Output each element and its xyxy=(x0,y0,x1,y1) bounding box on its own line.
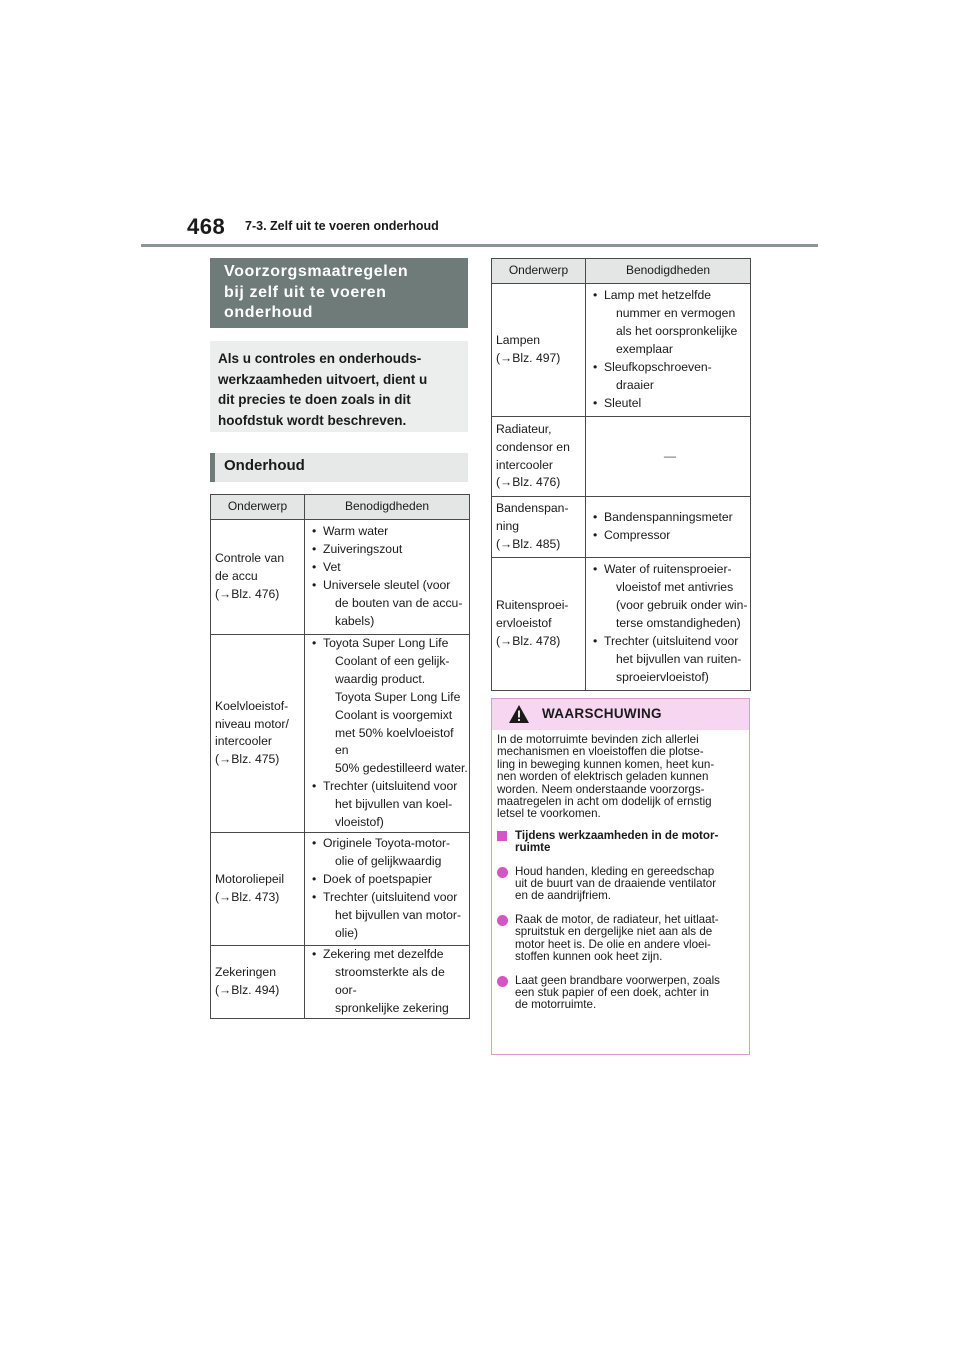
item-line: het bijvullen van ruiten- xyxy=(616,651,742,666)
item-line: waardig product. xyxy=(335,671,426,686)
item-line: draaier xyxy=(616,377,654,392)
item-line: sproeiervloeistof) xyxy=(616,669,709,684)
intro-box xyxy=(210,341,468,432)
subject-line: Motoroliepeil xyxy=(215,872,285,887)
list-item xyxy=(592,561,750,633)
table-row xyxy=(211,945,470,1018)
subject-line: ning xyxy=(496,519,520,534)
warning-item-line: en de aandrijfriem. xyxy=(515,889,612,903)
item-line: Coolant of een gelijk- xyxy=(335,653,450,668)
column-header-subject: Onderwerp xyxy=(492,259,586,284)
supplies-cell xyxy=(586,497,751,558)
warning-list-item xyxy=(497,975,743,1012)
item-line: • Sleutel xyxy=(604,395,642,410)
intro-line: hoofdstuk wordt beschreven. xyxy=(218,412,407,428)
circle-bullet-icon xyxy=(497,915,508,926)
item-line: • Trechter (uitsluitend voor xyxy=(604,633,739,648)
maintenance-table-right xyxy=(491,258,751,691)
subject-line: (→Blz. 494) xyxy=(215,982,280,997)
intro-line: dit precies te doen zoals in dit xyxy=(218,392,411,407)
warning-text-line: mechanismen en vloeistoffen die plotse- xyxy=(497,745,704,759)
item-line: het bijvullen van motor- xyxy=(335,907,461,922)
item-line: • Doek of poetspapier xyxy=(323,872,433,887)
warning-text-line: worden. Neem onderstaande voorzorgs- xyxy=(497,782,705,796)
column-header-subject: Onderwerp xyxy=(211,495,305,520)
subject-cell xyxy=(211,832,305,945)
table-row xyxy=(492,558,751,691)
subject-line: Controle van xyxy=(215,551,285,566)
table-row xyxy=(492,284,751,417)
subject-line: Ruitensproei- xyxy=(496,598,569,613)
item-line: 50% gedestilleerd water. xyxy=(335,761,468,776)
chapter-title-line: Voorzorgsmaatregelen xyxy=(224,263,409,280)
list-item xyxy=(311,635,469,778)
item-line: • Originele Toyota-motor- xyxy=(323,836,451,851)
table-row xyxy=(492,417,751,497)
chapter-title-line: onderhoud xyxy=(224,304,313,321)
item-line: nummer en vermogen xyxy=(616,306,736,321)
item-line: terse omstandigheden) xyxy=(616,616,741,631)
subject-line: Lampen xyxy=(496,333,541,348)
list-item xyxy=(311,577,469,631)
intro-line: Als u controles en onderhouds- xyxy=(218,351,422,366)
warning-text-line: nen worden of elektrisch geladen kunnen xyxy=(497,770,709,784)
warning-item-line: Raak de motor, de radiateur, het uitlaat- xyxy=(515,912,719,926)
subject-line: Bandenspan- xyxy=(496,501,569,516)
supplies-cell xyxy=(305,635,470,833)
subject-line: intercooler xyxy=(496,457,553,472)
header-divider xyxy=(141,244,818,247)
warning-item-line: Laat geen brandbare voorwerpen, zoals xyxy=(515,973,720,987)
warning-item-line: spruitstuk en dergelijke niet aan als de xyxy=(515,925,713,939)
supplies-cell xyxy=(305,520,470,635)
item-line: • Toyota Super Long Life xyxy=(323,636,449,650)
item-line: • Water of ruitensproeier- xyxy=(604,562,732,577)
circle-bullet-icon xyxy=(497,976,508,987)
warning-text-line: maatregelen in acht om dodelijk of ernstig xyxy=(497,795,712,809)
circle-bullet-icon xyxy=(497,867,508,878)
list-item xyxy=(311,559,469,577)
list-item xyxy=(311,835,469,871)
item-line: • Compressor xyxy=(604,528,671,542)
warning-text-line: In de motorruimte bevinden zich allerlei xyxy=(497,733,699,746)
item-line: vloeistof met antivries xyxy=(616,580,734,595)
list-item xyxy=(592,287,750,359)
warning-text-line: ling in beweging kunnen komen, heet kun- xyxy=(497,757,715,771)
list-item xyxy=(592,509,750,527)
supplies-cell xyxy=(305,832,470,945)
subject-line: de accu xyxy=(215,569,258,584)
warning-subheading xyxy=(497,830,743,855)
table-row xyxy=(211,832,470,945)
list-item xyxy=(592,395,750,413)
item-line: kabels) xyxy=(335,613,375,628)
supplies-cell xyxy=(586,284,751,417)
warning-item-line: motor heet is. De olie en andere vloei- xyxy=(515,937,711,951)
warning-item-line: Houd handen, kleding en gereedschap xyxy=(515,864,715,878)
item-line: stroomsterkte als de oor- xyxy=(335,964,445,997)
warning-subheading-line: ruimte xyxy=(515,841,551,855)
subject-line: (→Blz. 485) xyxy=(496,536,561,551)
item-line: vloeistof) xyxy=(335,815,384,830)
item-line: • Vet xyxy=(323,560,341,575)
warning-text-line: letsel te voorkomen. xyxy=(497,807,601,821)
item-line: • Zuiveringszout xyxy=(323,542,403,557)
subject-line: niveau motor/ xyxy=(215,716,289,731)
square-bullet-icon xyxy=(497,831,507,841)
warning-box xyxy=(491,698,750,1055)
subject-cell xyxy=(211,635,305,833)
list-item xyxy=(311,523,469,541)
warning-triangle-icon xyxy=(508,704,530,724)
section-title: 7-3. Zelf uit te voeren onderhoud xyxy=(245,219,439,233)
maintenance-table-left xyxy=(210,494,470,1019)
item-line: • Bandenspanningsmeter xyxy=(604,510,733,525)
item-line: spronkelijke zekering xyxy=(335,1000,449,1015)
list-item xyxy=(592,359,750,395)
warning-item-line: een stuk papier of een doek, achter in xyxy=(515,985,710,999)
table-row xyxy=(211,520,470,635)
item-line: olie) xyxy=(335,925,359,940)
item-line: • Trechter (uitsluitend voor xyxy=(323,889,458,904)
subject-line: Zekeringen xyxy=(215,964,276,979)
item-line: met 50% koelvloeistof en xyxy=(335,725,454,758)
item-line: • Sleufkopschroeven- xyxy=(604,359,712,374)
subject-line: condensor en xyxy=(496,439,570,454)
subject-line: (→Blz. 497) xyxy=(496,351,561,365)
list-item xyxy=(311,946,469,1018)
item-line: • Lamp met hetzelfde xyxy=(604,288,712,303)
warning-intro xyxy=(497,734,743,821)
table-row xyxy=(492,497,751,558)
warning-header xyxy=(492,699,749,730)
intro-line: werkzaamheden uitvoert, dient u xyxy=(218,371,428,387)
item-line: • Zekering met dezelfde xyxy=(323,946,444,961)
item-line: als het oorspronkelijke xyxy=(616,324,738,339)
subject-line: (→Blz. 478) xyxy=(496,633,561,648)
list-item xyxy=(311,778,469,832)
subject-line: Koelvloeistof- xyxy=(215,698,289,713)
subject-cell xyxy=(211,945,305,1018)
list-item xyxy=(311,889,469,943)
list-item xyxy=(311,541,469,559)
item-line: olie of gelijkwaardig xyxy=(335,854,442,869)
subject-cell xyxy=(492,558,586,691)
column-header-supplies: Benodigdheden xyxy=(586,259,751,284)
supplies-cell xyxy=(305,945,470,1018)
subject-line: Radiateur, xyxy=(496,421,552,436)
subject-cell xyxy=(492,284,586,417)
warning-item-line: uit de buurt van de draaiende ventilator xyxy=(515,877,717,891)
chapter-title-line: bij zelf uit te voeren xyxy=(224,283,387,301)
chapter-title-box xyxy=(210,258,468,328)
item-line: • Warm water xyxy=(323,524,389,539)
supplies-cell xyxy=(586,558,751,691)
item-line: Coolant is voorgemixt xyxy=(335,707,453,722)
subject-line: ervloeistof xyxy=(496,616,552,631)
section-subheading: Onderhoud xyxy=(210,453,468,482)
warning-list-item xyxy=(497,866,743,903)
subject-line: (→Blz. 476) xyxy=(496,475,561,490)
list-item xyxy=(592,633,750,687)
column-header-supplies: Benodigdheden xyxy=(305,495,470,520)
item-line: exemplaar xyxy=(616,342,673,357)
warning-title: WAARSCHUWING xyxy=(542,706,662,721)
item-line: Toyota Super Long Life xyxy=(335,689,461,704)
subject-line: (→Blz. 476) xyxy=(215,586,280,601)
item-line: (voor gebruik onder win- xyxy=(616,598,748,613)
subject-cell xyxy=(211,520,305,635)
list-item xyxy=(592,527,750,545)
warning-list-item xyxy=(497,914,743,964)
warning-item-line: stoffen kunnen ook heet zijn. xyxy=(515,950,663,964)
list-item xyxy=(311,871,469,889)
warning-item-line: de motorruimte. xyxy=(515,998,597,1012)
page-number: 468 xyxy=(187,214,226,239)
subject-cell xyxy=(492,497,586,558)
item-line: het bijvullen van koel- xyxy=(335,797,453,812)
item-line: • Trechter (uitsluitend voor xyxy=(323,779,458,794)
subject-line: intercooler xyxy=(215,734,272,749)
table-row xyxy=(211,635,470,833)
supplies-cell-empty: — xyxy=(586,417,751,497)
subject-line: (→Blz. 473) xyxy=(215,889,280,904)
warning-subheading-line: Tijdens werkzaamheden in de motor- xyxy=(515,828,719,842)
warning-body xyxy=(492,730,749,1012)
item-line: de bouten van de accu- xyxy=(335,595,463,610)
subject-cell xyxy=(492,417,586,497)
item-line: • Universele sleutel (voor xyxy=(323,578,451,592)
subject-line: (→Blz. 475) xyxy=(215,752,280,767)
